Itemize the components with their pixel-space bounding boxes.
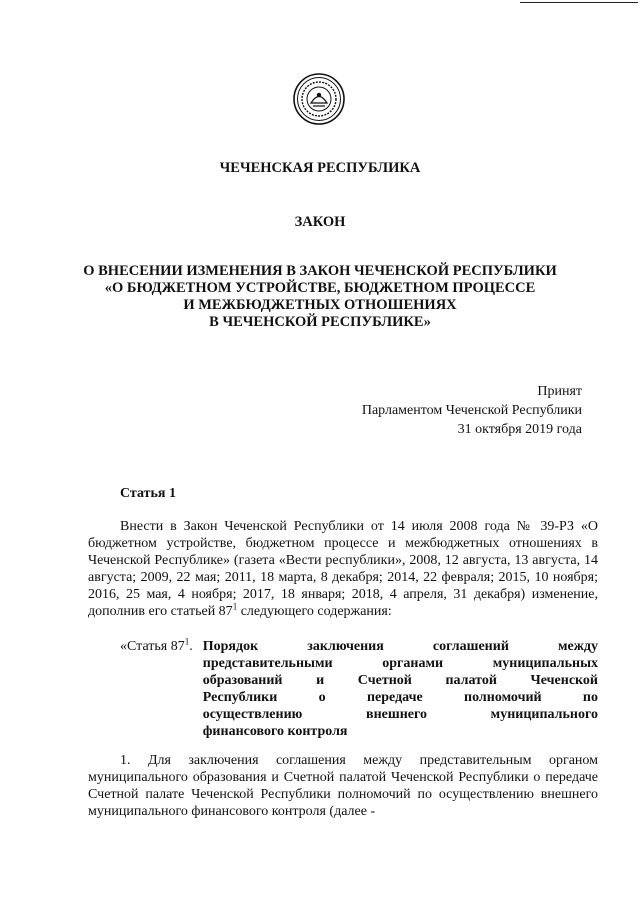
adoption-block — [362, 382, 582, 439]
article-87-1-title-line: финансового контроля — [202, 724, 348, 739]
article-87-1-label-text: «Статья 87 — [120, 639, 185, 654]
article-87-1-title-line: Республики о передаче полномочий по — [202, 690, 598, 705]
article-87-1-title-line: представительными органами муниципальных — [202, 656, 598, 671]
article-87-1-title-line: осуществлению внешнего муниципального — [202, 707, 598, 722]
article-text: Внести в Закон Чеченской Республики от 14 июля 2008 года № 39-РЗ «О бюджетном устройстве, бюджетном процессе и межбюджетных отношениях в Чеченской Республике» (газета «Вести республики», 2008, 12 августа, 13 августа, 14 августа; 2009, 22 мая; 2011, 18 марта, 8 декабря; 2014, 22 февраля; 2015, 10 ноября; 2016, 25 мая, 4 ноября; 2017, 18 января; 2018, 4 апреля, 31 декабря) изменение, дополнив его статьей 87 — [88, 519, 598, 619]
article-87-1-title — [203, 638, 598, 740]
law-title-line: О ВНЕСЕНИИ ИЗМЕНЕНИЯ В ЗАКОН ЧЕЧЕНСКОЙ РЕСПУБЛИКИ — [83, 263, 557, 279]
article-body — [88, 518, 598, 620]
law-title — [0, 263, 640, 331]
article-87-1-label-sup: 1 — [184, 636, 190, 647]
article-87-1-block — [120, 638, 598, 740]
law-title-line: И МЕЖБЮДЖЕТНЫХ ОТНОШЕНИЯХ — [183, 297, 457, 313]
article-87-1-title-line: Порядок заключения соглашений между — [202, 639, 598, 654]
clause-1 — [88, 752, 598, 820]
law-title-line: «О БЮДЖЕТНОМ УСТРОЙСТВЕ, БЮДЖЕТНОМ ПРОЦЕССЕ — [104, 280, 536, 296]
republic-name: ЧЕЧЕНСКАЯ РЕСПУБЛИКА — [219, 160, 421, 176]
adopted-date: 31 октября 2019 года — [457, 422, 582, 437]
article-text-end: следующего содержания: — [237, 604, 392, 619]
adopted-label: Принят — [537, 384, 582, 399]
top-edge-line — [520, 2, 638, 3]
article-87-1-label-dot: . — [189, 639, 193, 654]
law-title-line: В ЧЕЧЕНСКОЙ РЕСПУБЛИКЕ» — [209, 314, 431, 330]
article-heading: Статья 1 — [120, 486, 176, 501]
adopted-by: Парламентом Чеченской Республики — [361, 403, 582, 418]
coat-of-arms-seal-icon — [292, 72, 346, 126]
article-paragraph — [88, 518, 598, 620]
clause-1-text: 1. Для заключения соглашения между представительным органом муниципального образования и Счетной палатой Чеченской Республики о передаче Счетной палате Чеченской Республики полномочий по осуществлению внешнего муниципального финансового контроля (далее - — [88, 753, 598, 819]
document-type: ЗАКОН — [294, 214, 346, 230]
article-87-1-title-line: образований и Счетной палатой Чеченской — [202, 673, 598, 688]
article-superscript: 1 — [232, 601, 238, 612]
article-87-1-label — [120, 638, 203, 740]
